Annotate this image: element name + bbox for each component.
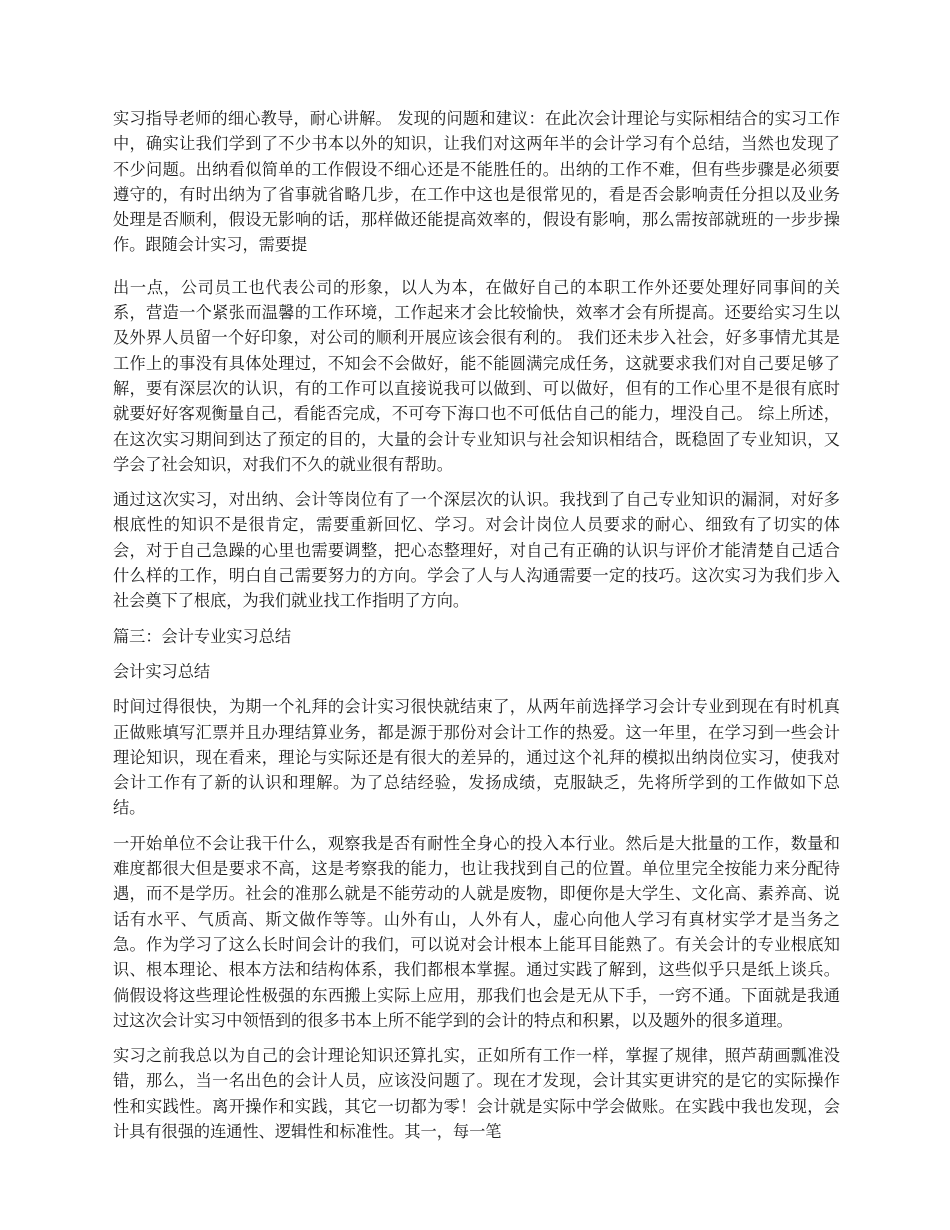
sub-heading: 会计实习总结 [113, 661, 211, 681]
document-page [113, 106, 840, 1154]
paragraph-2: 出一点，公司员工也代表公司的形象，以人为本，在做好自己的本职工作外还要处理好同事间的关系，营造一个紧张而温馨的工作环境，工作起来才会比较愉快，效率才会有所提高。还要给实习生以及外界人员留一个好印象，对公司的顺利开展应该会很有利的。 我们还未步入社会，好多事情尤其是工作上的事没有具体处理过，不知会不会做好，能不能圆满完成任务，这就要求我们对自己要足够了解，要有深层次的认识，有的工作可以直接说我可以做到、可以做好，但有的工作心里不是很有底时就要好好客观衡量自己，看能否完成，不可夸下海口也不可低估自己的能力，埋没自己。 综上所述，在这次实习期间到达了预定的目的，大量的会计专业知识与社会知识相结合，既稳固了专业知识，又学会了社会知识，对我们不久的就业很有帮助。 [113, 277, 840, 474]
paragraph-1: 实习指导老师的细心教导，耐心讲解。 发现的问题和建议：在此次会计理论与实际相结合的实习工作中，确实让我们学到了不少书本以外的知识，让我们对这两年半的会计学习有个总结，当然也发现了不少问题。出纳看似简单的工作假设不细心还是不能胜任的。出纳的工作不难，但有些步骤是必须要遵守的，有时出纳为了省事就省略几步，在工作中这也是很常见的，看是否会影响责任分担以及业务处理是否顺利，假设无影响的话，那样做还能提高效率的，假设有影响，那么需按部就班的一步步操作。跟随会计实习，需要提 [113, 109, 840, 255]
paragraph-3: 通过这次实习，对出纳、会计等岗位有了一个深层次的认识。我找到了自己专业知识的漏洞，对好多根底性的知识不是很肯定，需要重新回忆、学习。对会计岗位人员要求的耐心、细致有了切实的体会，对于自己急躁的心里也需要调整，把心态整理好，对自己有正确的认识与评价才能清楚自己适合什么样的工作，明白自己需要努力的方向。学会了人与人沟通需要一定的技巧。这次实习为我们步入社会奠下了根底，为我们就业找工作指明了方向。 [113, 490, 840, 611]
paragraph-5: 一开始单位不会让我干什么，观察我是否有耐性全身心的投入本行业。然后是大批量的工作，数量和难度都很大但是要求不高，这是考察我的能力，也让我找到自己的位置。单位里完全按能力来分配待遇，而不是学历。社会的准那么就是不能劳动的人就是废物，即便你是大学生、文化高、素养高、说话有水平、气质高、斯文做作等等。山外有山，人外有人，虚心向他人学习有真材实学才是当务之急。作为学习了这么长时间会计的我们，可以说对会计根本上能耳目能熟了。有关会计的专业根底知识、根本理论、根本方法和结构体系，我们都根本掌握。通过实践了解到，这些似乎只是纸上谈兵。倘假设将这些理论性极强的东西搬上实际上应用，那我们也会是无从下手，一窍不通。下面就是我通过这次会计实习中领悟到的很多书本上所不能学到的会计的特点和积累，以及题外的很多道理。 [113, 833, 840, 1030]
section-heading: 篇三：会计专业实习总结 [113, 626, 292, 646]
paragraph-4: 时间过得很快，为期一个礼拜的会计实习很快就结束了，从两年前选择学习会计专业到现在有时机真正做账填写汇票并且办理结算业务，都是源于那份对会计工作的热爱。这一年里，在学习到一些会计理论知识，现在看来，理论与实际还是有很大的差异的，通过这个礼拜的模拟出纳岗位实习，使我对会计工作有了新的认识和理解。为了总结经验，发扬成绩，克服缺乏，先将所学到的工作做如下总结。 [113, 697, 840, 818]
paragraph-6: 实习之前我总以为自己的会计理论知识还算扎实，正如所有工作一样，掌握了规律，照芦葫画瓢准没错，那么，当一名出色的会计人员，应该没问题了。现在才发现，会计其实更讲究的是它的实际操作性和实践性。离开操作和实践，其它一切都为零！会计就是实际中学会做账。在实践中我也发现，会计具有很强的连通性、逻辑性和标准性。其一，每一笔 [113, 1046, 840, 1141]
